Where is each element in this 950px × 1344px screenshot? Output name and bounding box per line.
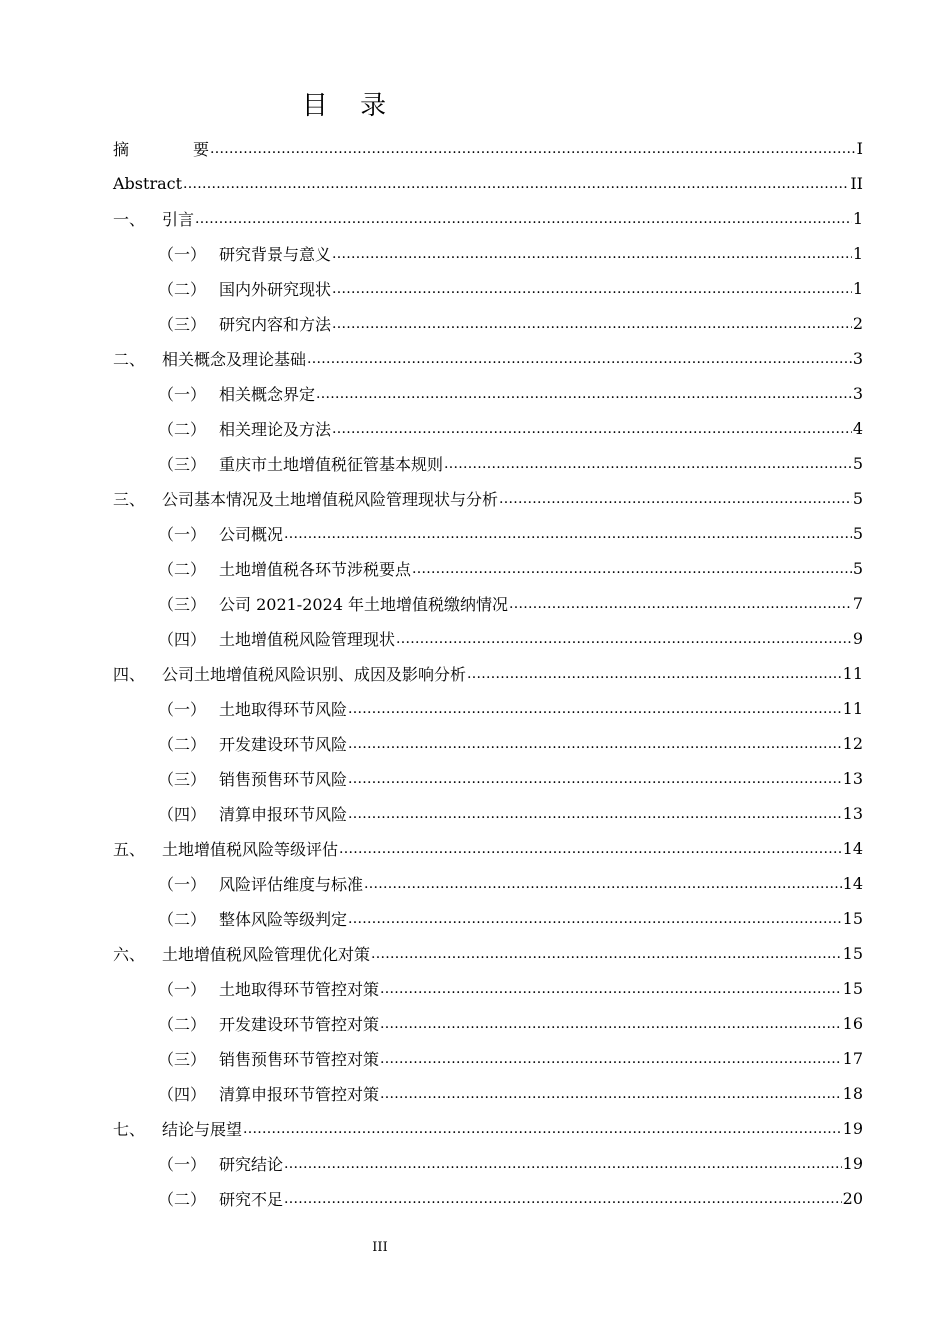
toc-entry-number: （三） [158, 315, 207, 334]
toc-entry-page-number: 15 [842, 979, 863, 998]
toc-entry-page-number: 5 [852, 524, 863, 543]
toc-dot-leader [348, 769, 842, 789]
toc-entry[interactable] [113, 1111, 863, 1146]
toc-entry[interactable] [113, 166, 863, 201]
toc-entry-page-number: 11 [842, 699, 863, 718]
toc-entry[interactable] [113, 831, 863, 866]
toc-dot-leader [371, 944, 842, 964]
toc-entry-number: （一） [158, 385, 207, 404]
toc-entry-page-number: 20 [842, 1189, 863, 1208]
toc-entry-number: （一） [158, 245, 207, 264]
toc-entry-title: 清算申报环节管控对策 [219, 1085, 380, 1104]
toc-dot-leader [284, 524, 852, 544]
toc-dot-leader [307, 349, 852, 369]
toc-entry-number: （四） [158, 630, 207, 649]
toc-entry-title: 土地取得环节风险 [219, 700, 348, 719]
toc-entry-title: 风险评估维度与标准 [219, 875, 364, 894]
toc-dot-leader [284, 1189, 842, 1209]
toc-entry-number: （一） [158, 980, 207, 999]
toc-entry-title: 研究背景与意义 [219, 245, 332, 264]
toc-entry[interactable] [113, 1041, 863, 1076]
toc-entry-page-number: 17 [842, 1049, 863, 1068]
toc-entry-page-number: 3 [852, 349, 863, 368]
toc-dot-leader [348, 734, 842, 754]
toc-entry-title: 土地增值税风险管理现状 [219, 630, 396, 649]
toc-entry-page-number: 9 [852, 629, 863, 648]
toc-dot-leader [364, 874, 842, 894]
toc-entry-number: （一） [158, 875, 207, 894]
toc-entry-title: 土地增值税各环节涉税要点 [219, 560, 412, 579]
toc-entry[interactable] [113, 901, 863, 936]
toc-entry-page-number: 1 [852, 244, 863, 263]
toc-entry-number: （四） [158, 1085, 207, 1104]
toc-dot-leader [348, 909, 842, 929]
toc-dot-leader [210, 139, 856, 159]
toc-entry[interactable] [113, 936, 863, 971]
toc-entry[interactable] [113, 516, 863, 551]
toc-entry-title: 清算申报环节风险 [219, 805, 348, 824]
toc-entry-number: （二） [158, 1190, 207, 1209]
toc-entry-number: （二） [158, 735, 207, 754]
toc-entry-page-number: 18 [842, 1084, 863, 1103]
toc-entry-page-number: 19 [842, 1119, 863, 1138]
toc-entry[interactable] [113, 761, 863, 796]
toc-entry-page-number: 7 [852, 594, 863, 613]
toc-entry-page-number: 3 [852, 384, 863, 403]
toc-entry-number: 一、 [113, 210, 146, 229]
toc-entry-page-number: 13 [842, 769, 863, 788]
toc-entry[interactable] [113, 621, 863, 656]
toc-entry-page-number: 5 [852, 489, 863, 508]
toc-entry-number: （一） [158, 525, 207, 544]
toc-dot-leader [396, 629, 852, 649]
toc-entry-page-number: 19 [842, 1154, 863, 1173]
toc-entry-number: （三） [158, 595, 207, 614]
toc-entry[interactable] [113, 551, 863, 586]
toc-dot-leader [380, 1049, 842, 1069]
toc-dot-leader [509, 594, 852, 614]
toc-entry-page-number: 14 [842, 839, 863, 858]
toc-entry[interactable] [113, 726, 863, 761]
toc-entry-page-number: I [856, 139, 863, 158]
toc-entry[interactable] [113, 306, 863, 341]
toc-dot-leader [195, 209, 852, 229]
toc-entry-number: （三） [158, 1050, 207, 1069]
toc-entry[interactable] [113, 1146, 863, 1181]
toc-entry-title: 重庆市土地增值税征管基本规则 [219, 455, 444, 474]
toc-entry-number: （一） [158, 700, 207, 719]
toc-entry-page-number: 4 [852, 419, 863, 438]
toc-entry-page-number: 13 [842, 804, 863, 823]
toc-entry-page-number: 5 [852, 559, 863, 578]
toc-entry-title: 土地增值税风险管理优化对策 [162, 945, 371, 964]
toc-entry-page-number: 2 [852, 314, 863, 333]
toc-entry-page-number: 14 [842, 874, 863, 893]
toc-entry-title: 研究不足 [219, 1190, 284, 1209]
toc-entry-title: 销售预售环节风险 [219, 770, 348, 789]
toc-entry-number: 五、 [113, 840, 146, 859]
toc-dot-leader [348, 699, 842, 719]
toc-entry-number: 四、 [113, 665, 146, 684]
toc-entry-number: 六、 [113, 945, 146, 964]
toc-dot-leader [316, 384, 852, 404]
toc-entry-title: 公司土地增值税风险识别、成因及影响分析 [162, 665, 467, 684]
toc-dot-leader [339, 839, 842, 859]
toc-entry-page-number: II [850, 174, 863, 193]
toc-dot-leader [467, 664, 842, 684]
toc-entry-title: 相关概念及理论基础 [162, 350, 307, 369]
toc-entry[interactable] [113, 1076, 863, 1111]
toc-entry-title: 开发建设环节风险 [219, 735, 348, 754]
page-footer-number: III [372, 1240, 388, 1255]
toc-entry-number: （四） [158, 805, 207, 824]
toc-dot-leader [332, 314, 852, 334]
toc-entry-number: （一） [158, 1155, 207, 1174]
toc-entry-title: 引言 [162, 210, 195, 229]
toc-entry-title: 国内外研究现状 [219, 280, 332, 299]
toc-entry-title: 研究结论 [219, 1155, 284, 1174]
toc-entry-page-number: 12 [842, 734, 863, 753]
toc-entry-number: （二） [158, 910, 207, 929]
toc-entry-title: 相关理论及方法 [219, 420, 332, 439]
toc-entry-title: 公司概况 [219, 525, 284, 544]
toc-entry-number: （二） [158, 1015, 207, 1034]
toc-dot-leader [332, 244, 852, 264]
toc-entry-title: 相关概念界定 [219, 385, 316, 404]
toc-entry-number: （二） [158, 560, 207, 579]
toc-entry-number: （二） [158, 280, 207, 299]
toc-entry[interactable] [113, 236, 863, 271]
toc-entry-page-number: 1 [852, 279, 863, 298]
toc-entry[interactable] [113, 131, 863, 166]
toc-entry-page-number: 11 [842, 664, 863, 683]
toc-entry-title: 土地取得环节管控对策 [219, 980, 380, 999]
toc-dot-leader [348, 804, 842, 824]
toc-entry-title: 销售预售环节管控对策 [219, 1050, 380, 1069]
toc-entry-number: （三） [158, 455, 207, 474]
toc-entry-title: 开发建设环节管控对策 [219, 1015, 380, 1034]
toc-entry-title: Abstract [113, 174, 183, 193]
toc-entry-number: （三） [158, 770, 207, 789]
toc-dot-leader [499, 489, 852, 509]
toc-entry[interactable] [113, 656, 863, 691]
toc-dot-leader [332, 279, 852, 299]
toc-entry[interactable] [113, 341, 863, 376]
toc-entry[interactable] [113, 446, 863, 481]
toc-dot-leader [243, 1119, 842, 1139]
toc-dot-leader [332, 419, 852, 439]
toc-entry-title: 土地增值税风险等级评估 [162, 840, 339, 859]
toc-entry[interactable] [113, 971, 863, 1006]
toc-entry-title: 结论与展望 [162, 1120, 243, 1139]
toc-entry-page-number: 15 [842, 944, 863, 963]
toc-entry-number: 三、 [113, 490, 146, 509]
toc-entry[interactable] [113, 796, 863, 831]
toc-entry-number: （二） [158, 420, 207, 439]
toc-entry-page-number: 5 [852, 454, 863, 473]
toc-entry-title: 公司基本情况及土地增值税风险管理现状与分析 [162, 490, 499, 509]
toc-title: 目 录 [301, 91, 399, 121]
toc-dot-leader [412, 559, 852, 579]
toc-entry-page-number: 16 [842, 1014, 863, 1033]
toc-dot-leader [380, 1014, 842, 1034]
toc-dot-leader [183, 174, 849, 194]
toc-entry-number: 二、 [113, 350, 146, 369]
toc-entry-page-number: 1 [852, 209, 863, 228]
toc-entry[interactable] [113, 1181, 863, 1216]
toc-entry[interactable] [113, 1006, 863, 1041]
toc-entry[interactable] [113, 586, 863, 621]
toc-entry-page-number: 15 [842, 909, 863, 928]
toc-entry-title: 整体风险等级判定 [219, 910, 348, 929]
toc-entry[interactable] [113, 691, 863, 726]
toc-entry-title: 摘 要 [113, 140, 209, 159]
toc-entry[interactable] [113, 376, 863, 411]
toc-entry[interactable] [113, 866, 863, 901]
toc-dot-leader [284, 1154, 842, 1174]
toc-entry[interactable] [113, 201, 863, 236]
toc-entry-title: 公司 2021-2024 年土地增值税缴纳情况 [219, 595, 509, 614]
toc-dot-leader [444, 454, 852, 474]
toc-entry[interactable] [113, 411, 863, 446]
toc-dot-leader [380, 1084, 842, 1104]
toc-entry-title: 研究内容和方法 [219, 315, 332, 334]
toc-entry[interactable] [113, 481, 863, 516]
toc-entry-number: 七、 [113, 1120, 146, 1139]
toc-entry[interactable] [113, 271, 863, 306]
table-of-contents [113, 131, 863, 1216]
toc-dot-leader [380, 979, 842, 999]
